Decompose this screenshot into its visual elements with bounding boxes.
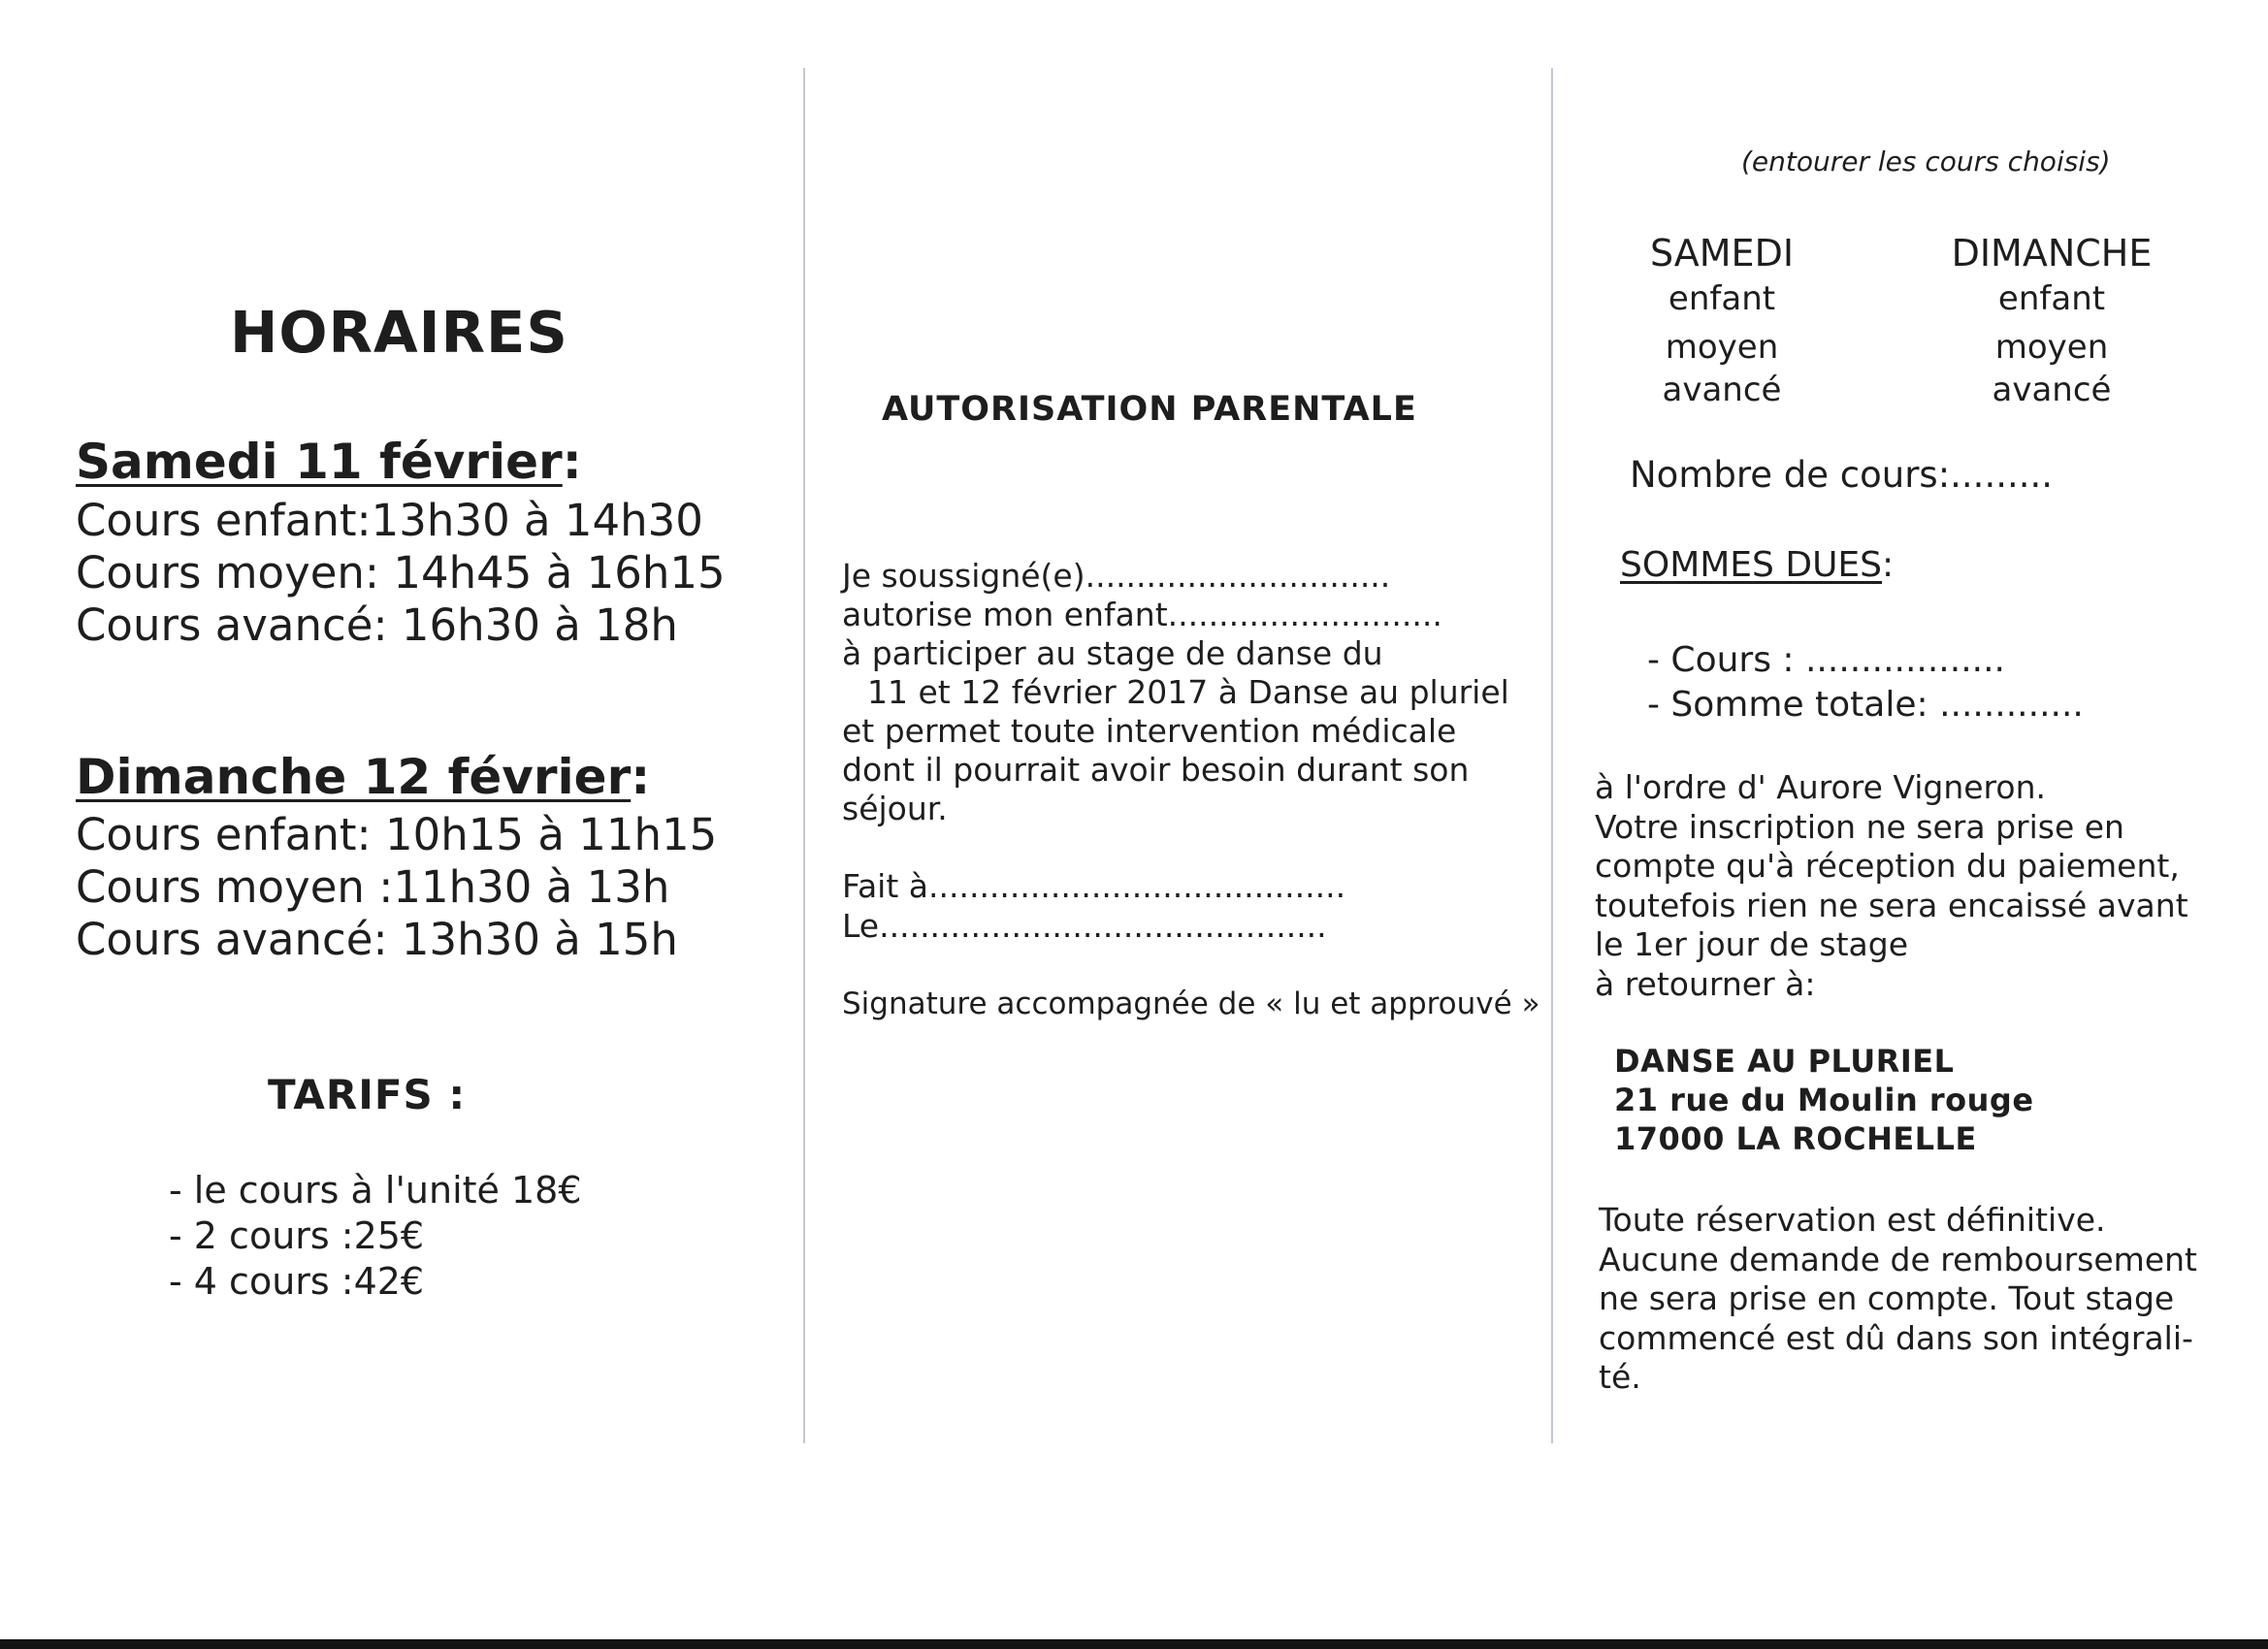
schedule-line: Cours avancé: 13h30 à 15h xyxy=(76,914,678,965)
saturday-heading-colon: : xyxy=(562,434,582,490)
policy-line: Aucune demande de remboursement xyxy=(1599,1240,2197,1278)
course-option-moyen: moyen xyxy=(1994,328,2109,367)
dues-cours-field: - Cours : .................. xyxy=(1647,640,2005,680)
policy-line: ne sera prise en compte. Tout stage xyxy=(1599,1279,2175,1317)
signature-line: Signature accompagnée de « lu et approuvé » xyxy=(842,986,1540,1021)
saturday-heading-text: Samedi 11 février xyxy=(76,434,563,490)
autorisation-title: AUTORISATION PARENTALE xyxy=(882,390,1417,429)
saturday-heading xyxy=(76,434,582,490)
fold-line-left xyxy=(803,68,805,1443)
instruction-text: (entourer les cours choisis) xyxy=(1741,146,2111,178)
saturday-course-column xyxy=(1630,229,1814,411)
autorisation-line: séjour. xyxy=(842,790,948,827)
fait-block xyxy=(842,866,1345,946)
address-line: 17000 LA ROCHELLE xyxy=(1614,1120,1977,1157)
sunday-heading-text: Dimanche 12 février xyxy=(76,749,632,805)
dues-total-field: - Somme totale: ............. xyxy=(1647,685,2084,725)
saturday-label: SAMEDI xyxy=(1649,232,1795,275)
policy-line: commencé est dû dans son intégrali- xyxy=(1599,1318,2193,1357)
tarif-item: - le cours à l'unité 18€ xyxy=(169,1169,582,1212)
autorisation-line: 11 et 12 février 2017 à Danse au pluriel xyxy=(867,673,1509,711)
info-line: compte qu'à réception du paiement, xyxy=(1595,847,2180,885)
sunday-label: DIMANCHE xyxy=(1951,232,2153,275)
schedule-line: Cours enfant:13h30 à 14h30 xyxy=(76,495,703,546)
address-line: 21 rue du Moulin rouge xyxy=(1614,1082,2034,1118)
scan-bottom-edge xyxy=(0,1639,2268,1649)
payment-info xyxy=(1595,768,2188,1004)
info-line: Votre inscription ne sera prise en xyxy=(1595,807,2124,846)
autorisation-line: Je soussigné(e).............................. xyxy=(842,557,1391,595)
sommes-dues-colon: : xyxy=(1882,545,1895,585)
schedule-line: Cours moyen: 14h45 à 16h15 xyxy=(76,547,726,598)
autorisation-line: à participer au stage de danse du xyxy=(842,634,1383,672)
tarifs-list xyxy=(169,1168,582,1305)
sunday-course-column xyxy=(1930,229,2173,411)
tarifs-title: TARIFS : xyxy=(268,1071,467,1118)
autorisation-line: autorise mon enfant........................... xyxy=(842,596,1442,633)
schedule-line: Cours avancé: 16h30 à 18h xyxy=(76,599,678,651)
nombre-de-cours-field: Nombre de cours:......... xyxy=(1630,454,2054,496)
autorisation-line: dont il pourrait avoir besoin durant son xyxy=(842,751,1470,789)
sunday-heading-colon: : xyxy=(631,749,651,805)
sunday-heading xyxy=(76,749,650,805)
course-option-enfant: enfant xyxy=(1997,279,2106,318)
fait-a-field: Fait à......................................... xyxy=(842,867,1346,905)
address-line: DANSE AU PLURIEL xyxy=(1614,1043,1955,1080)
postal-address xyxy=(1614,1042,2034,1158)
policy-line: Toute réservation est définitive. xyxy=(1599,1201,2106,1239)
sommes-dues-heading xyxy=(1620,545,1894,585)
autorisation-body xyxy=(842,557,1509,828)
dues-list xyxy=(1647,638,2084,728)
course-option-avance: avancé xyxy=(1992,371,2112,409)
course-option-enfant: enfant xyxy=(1668,279,1776,318)
info-line: le 1er jour de stage xyxy=(1595,925,1908,963)
info-line: toutefois rien ne sera encaissé avant xyxy=(1595,886,2188,924)
refund-policy xyxy=(1599,1201,2197,1398)
autorisation-line: et permet toute intervention médicale xyxy=(842,712,1457,750)
course-option-avance: avancé xyxy=(1662,371,1782,409)
saturday-schedule xyxy=(76,495,726,652)
fold-line-right xyxy=(1551,68,1553,1443)
schedule-line: Cours moyen :11h30 à 13h xyxy=(76,861,670,913)
tarif-item: - 2 cours :25€ xyxy=(169,1214,425,1257)
sommes-dues-label: SOMMES DUES xyxy=(1620,545,1883,585)
schedule-line: Cours enfant: 10h15 à 11h15 xyxy=(76,809,718,860)
course-option-moyen: moyen xyxy=(1665,328,1779,367)
policy-line: té. xyxy=(1599,1358,1641,1396)
le-date-field: Le............................................ xyxy=(842,907,1327,945)
tarif-item: - 4 cours :42€ xyxy=(169,1260,425,1303)
info-line: à retourner à: xyxy=(1595,964,1816,1003)
info-line: à l'ordre d' Aurore Vigneron. xyxy=(1595,768,2046,806)
horaires-title: HORAIRES xyxy=(230,299,568,366)
sunday-schedule xyxy=(76,809,717,966)
